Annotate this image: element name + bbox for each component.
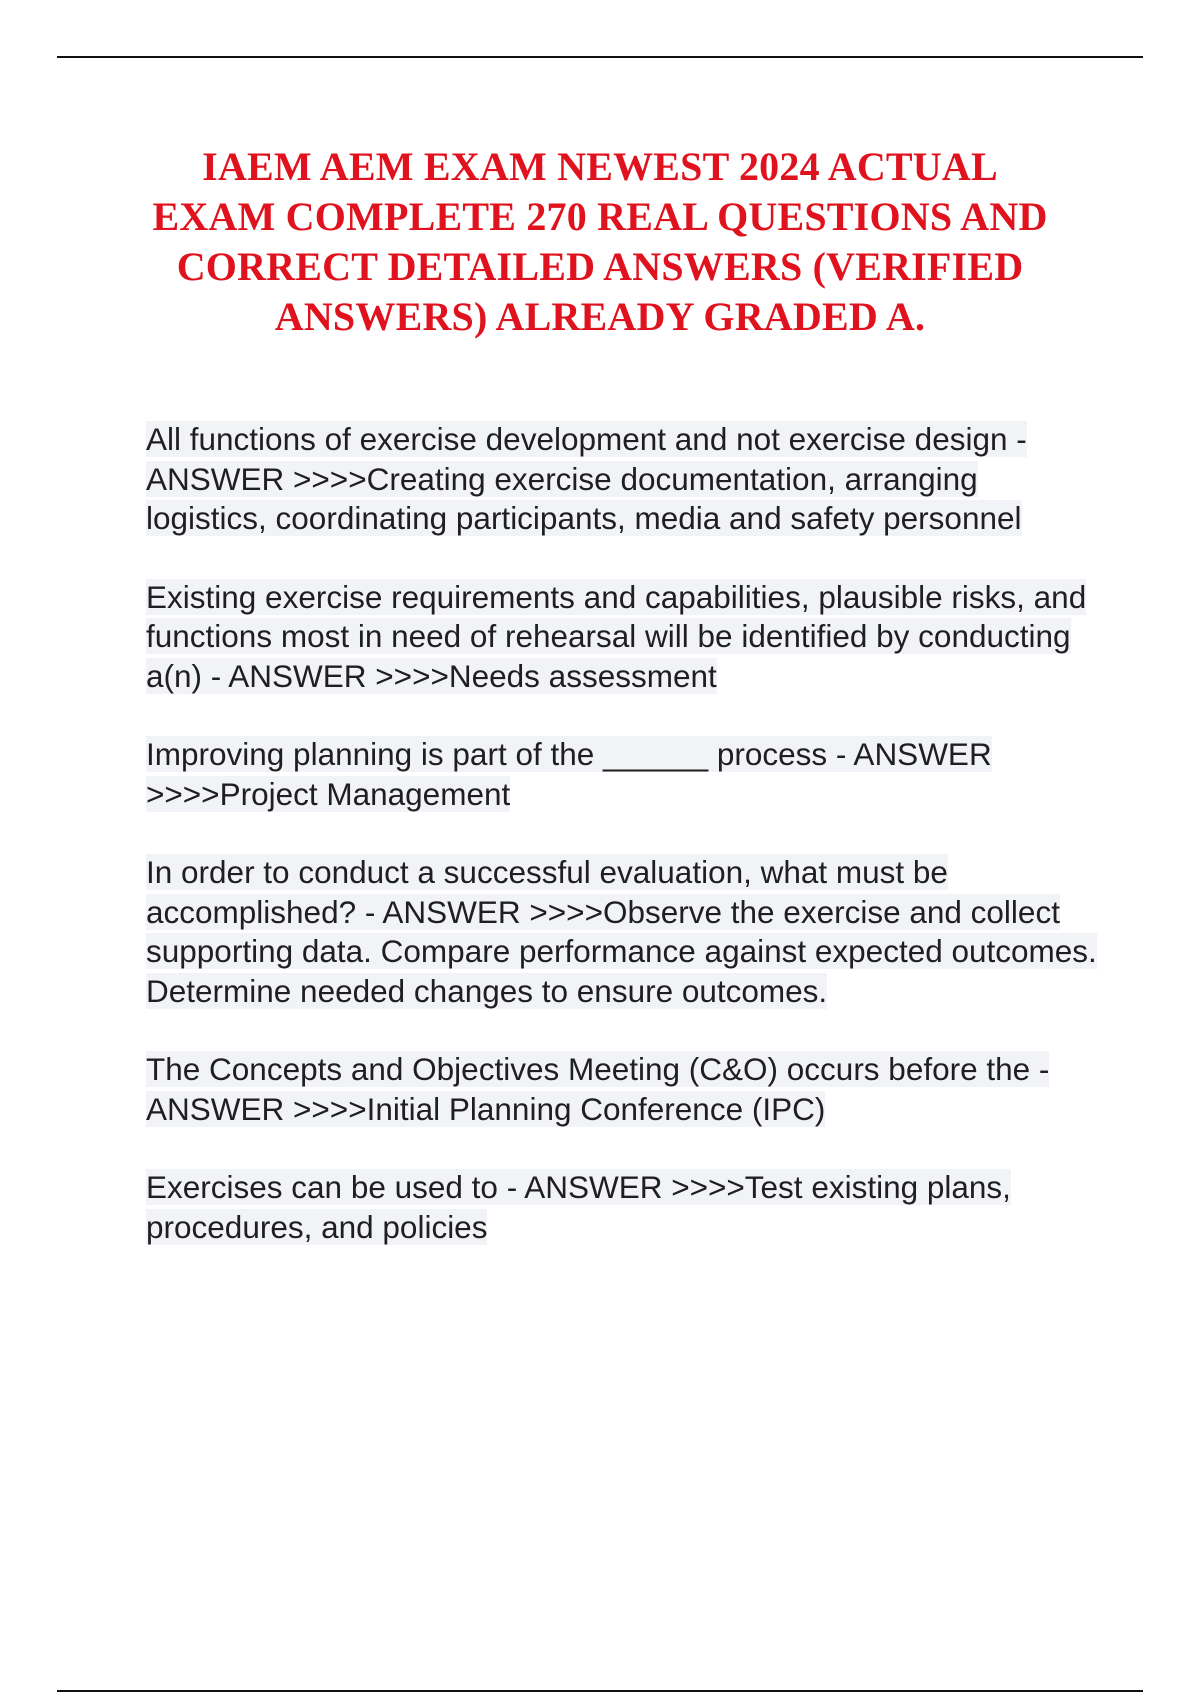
qa-item [146,578,1106,697]
qa-text: All functions of exercise development and not exercise design - ANSWER >>>>Creating exercise documentation, arranging logistics, coordinating participants, media and safety personnel [146,421,1027,536]
document-title: IAEM AEM EXAM NEWEST 2024 ACTUAL EXAM COMPLETE 270 REAL QUESTIONS AND CORRECT DETAILED ANSWERS (VERIFIED ANSWERS) ALREADY GRADED A. [152,144,1048,339]
qa-text: Existing exercise requirements and capabilities, plausible risks, and functions most in need of rehearsal will be identified by conducting a(n) - ANSWER >>>>Needs assessment [146,578,1087,694]
qa-text: In order to conduct a successful evaluation, what must be accomplished? - ANSWER >>>>Observe the exercise and collect supporting data. Compare performance against expected outcomes. Determine needed changes to ensure outcomes. [146,854,1097,1009]
footer-rule [57,1690,1143,1692]
qa-item [146,1050,1106,1129]
qa-text: Exercises can be used to - ANSWER >>>>Test existing plans, procedures, and policies [146,1169,1011,1245]
qa-item [146,420,1106,539]
qa-text: Improving planning is part of the ______ process - ANSWER >>>>Project Management [146,736,992,812]
qa-item [146,1168,1106,1247]
qa-text: The Concepts and Objectives Meeting (C&O) occurs before the - ANSWER >>>>Initial Planning Conference (IPC) [146,1051,1050,1127]
qa-item [146,735,1106,814]
qa-list [146,420,1106,1286]
qa-item [146,853,1106,1011]
header-rule [57,56,1143,58]
